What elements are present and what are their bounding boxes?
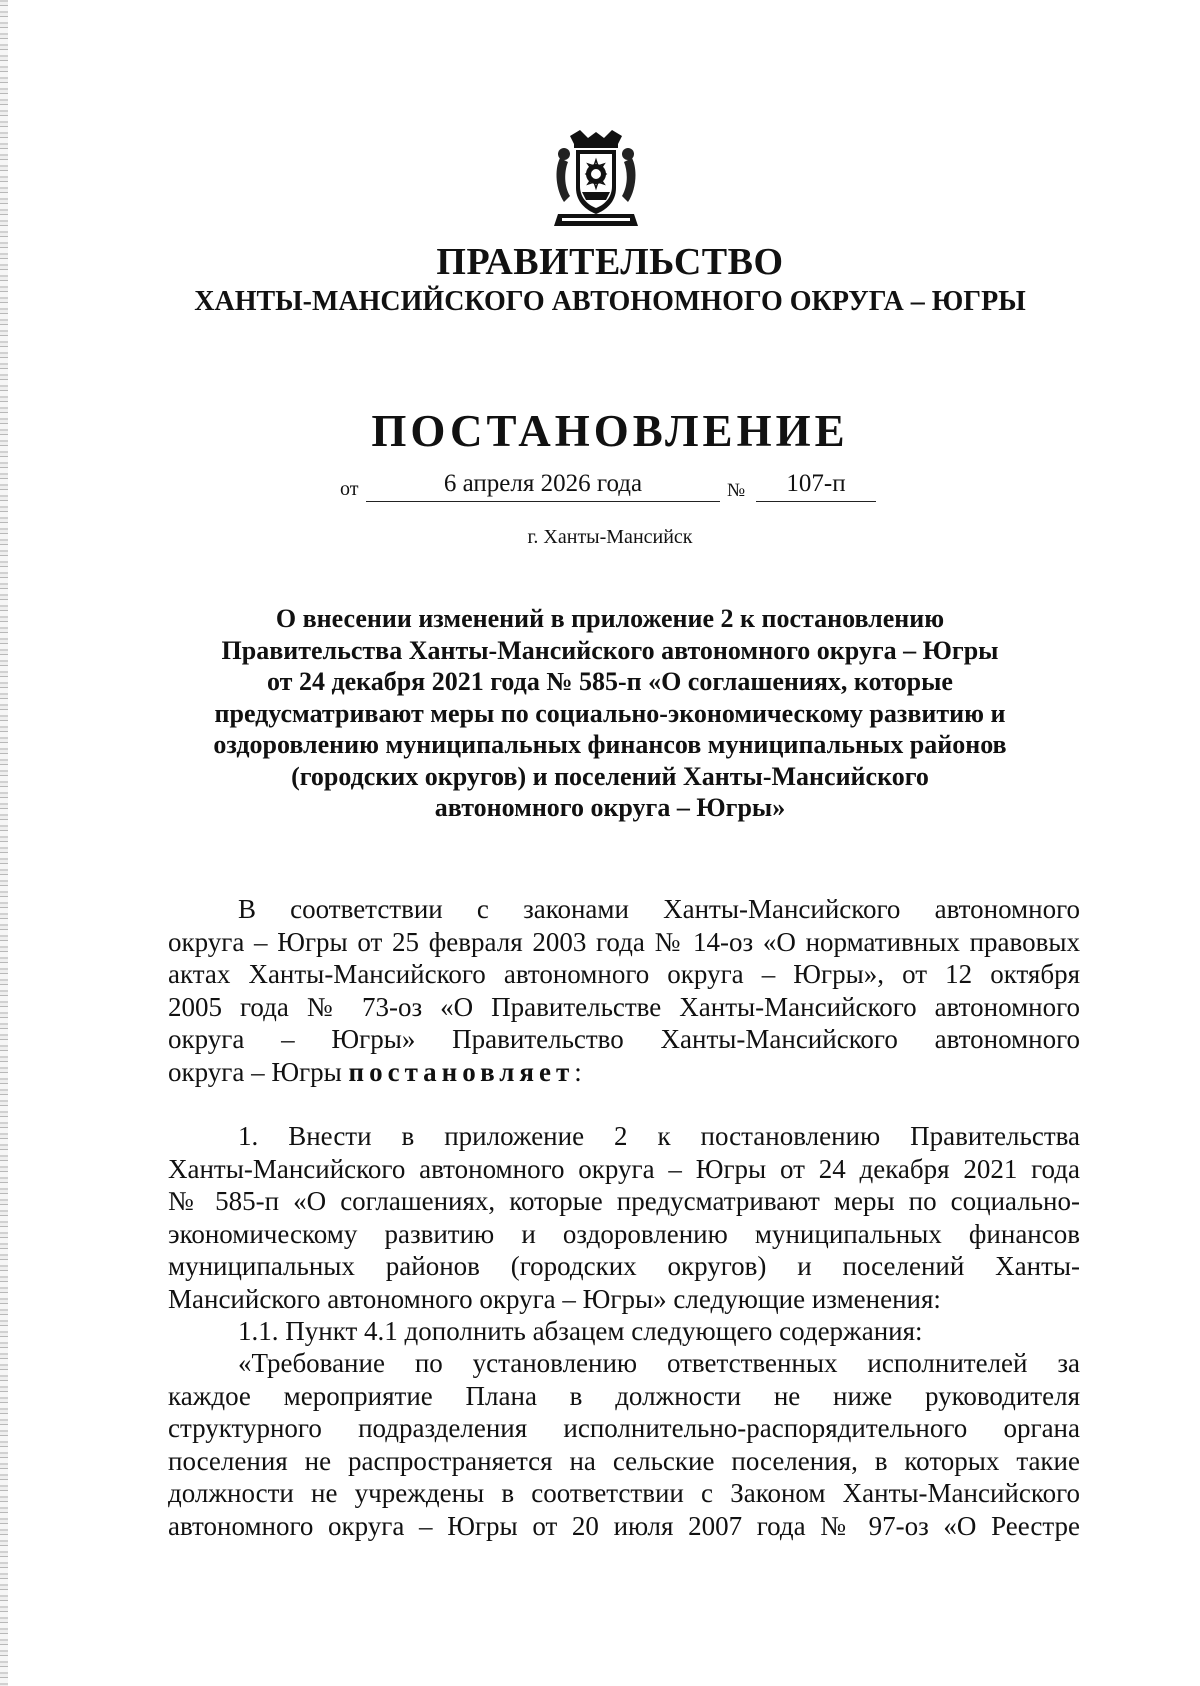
number-sign: №	[727, 480, 746, 501]
date-prefix: от	[340, 478, 359, 500]
region-title: ХАНТЫ-МАНСИЙСКОГО АВТОНОМНОГО ОКРУГА – ЮГРЫ	[194, 286, 1026, 317]
text-fragment: :	[574, 1056, 582, 1087]
decree-word: постановляет	[348, 1056, 575, 1087]
text-line: округа – Югры» Правительство Ханты-Мансийского автономного	[168, 1024, 1080, 1054]
text-line: округа – Югры от 25 февраля 2003 года № 14-оз «О нормативных правовых	[168, 926, 1080, 957]
subject-line: оздоровлению муниципальных финансов муниципальных районов	[213, 730, 1007, 759]
text-line: экономическому развитию и оздоровлению муниципальных финансов	[168, 1218, 1080, 1249]
government-title: ПРАВИТЕЛЬСТВО	[436, 241, 784, 283]
text-line: должности не учреждены в соответствии с Законом Ханты-Мансийского	[168, 1478, 1080, 1508]
subject-line: Правительства Ханты-Мансийского автономного округа – Югры	[221, 635, 999, 665]
text-line: актах Ханты-Мансийского автономного округа – Югры», от 12 октября	[168, 959, 1080, 989]
city: г. Ханты-Мансийск	[527, 526, 693, 548]
text-line	[168, 1056, 1080, 1089]
quote-paragraph	[168, 1347, 1080, 1542]
subject-line: О внесении изменений в приложение 2 к постановлению	[275, 604, 945, 633]
item-1-1-line: 1.1. Пункт 4.1 дополнить абзацем следующего содержания:	[238, 1316, 923, 1346]
text-line: В соответствии с законами Ханты-Мансийского автономного	[238, 894, 1080, 924]
text-line: поселения не распространяется на сельские поселения, в которых такие	[168, 1445, 1080, 1476]
text-line: 2005 года № 73-оз «О Правительстве Ханты-Мансийского автономного	[168, 991, 1080, 1022]
document-subject	[160, 603, 1060, 824]
preamble-paragraph	[168, 893, 1080, 1088]
text-line: № 585-п «О соглашениях, которые предусматривают меры по социально-	[168, 1186, 1080, 1216]
subject-line: предусматривают меры по социально-экономическому развитию и	[214, 698, 1006, 728]
text-line: Мансийского автономного округа – Югры» следующие изменения:	[168, 1283, 941, 1314]
text-line: «Требование по установлению ответственных исполнителей за	[238, 1348, 1080, 1378]
document-date: 6 апреля 2026 года	[366, 470, 720, 502]
text-line: каждое мероприятие Плана в должности не ниже руководителя	[168, 1380, 1080, 1411]
item-1-paragraph	[168, 1120, 1080, 1348]
subject-line: (городских округов) и поселений Ханты-Мансийского	[291, 761, 929, 791]
subject-line: автономного округа – Югры»	[434, 793, 786, 822]
document-type: ПОСТАНОВЛЕНИЕ	[371, 406, 849, 456]
document-number: 107-п	[756, 470, 876, 502]
subject-line: от 24 декабря 2021 года № 585-п «О соглашениях, которые	[267, 667, 953, 696]
coat-of-arms-emblem	[552, 130, 640, 230]
text-line: муниципальных районов (городских округов) и поселений Ханты-	[168, 1251, 1080, 1281]
text-fragment: округа – Югры	[168, 1056, 342, 1087]
date-number-line	[0, 470, 1200, 510]
text-line: Ханты-Мансийского автономного округа – Югры от 24 декабря 2021 года	[168, 1153, 1080, 1184]
text-line: автономного округа – Югры от 20 июля 2007 года № 97-оз «О Реестре	[168, 1510, 1080, 1541]
text-line: 1. Внести в приложение 2 к постановлению Правительства	[238, 1121, 1080, 1151]
text-line: структурного подразделения исполнительно-распорядительного органа	[168, 1413, 1080, 1443]
